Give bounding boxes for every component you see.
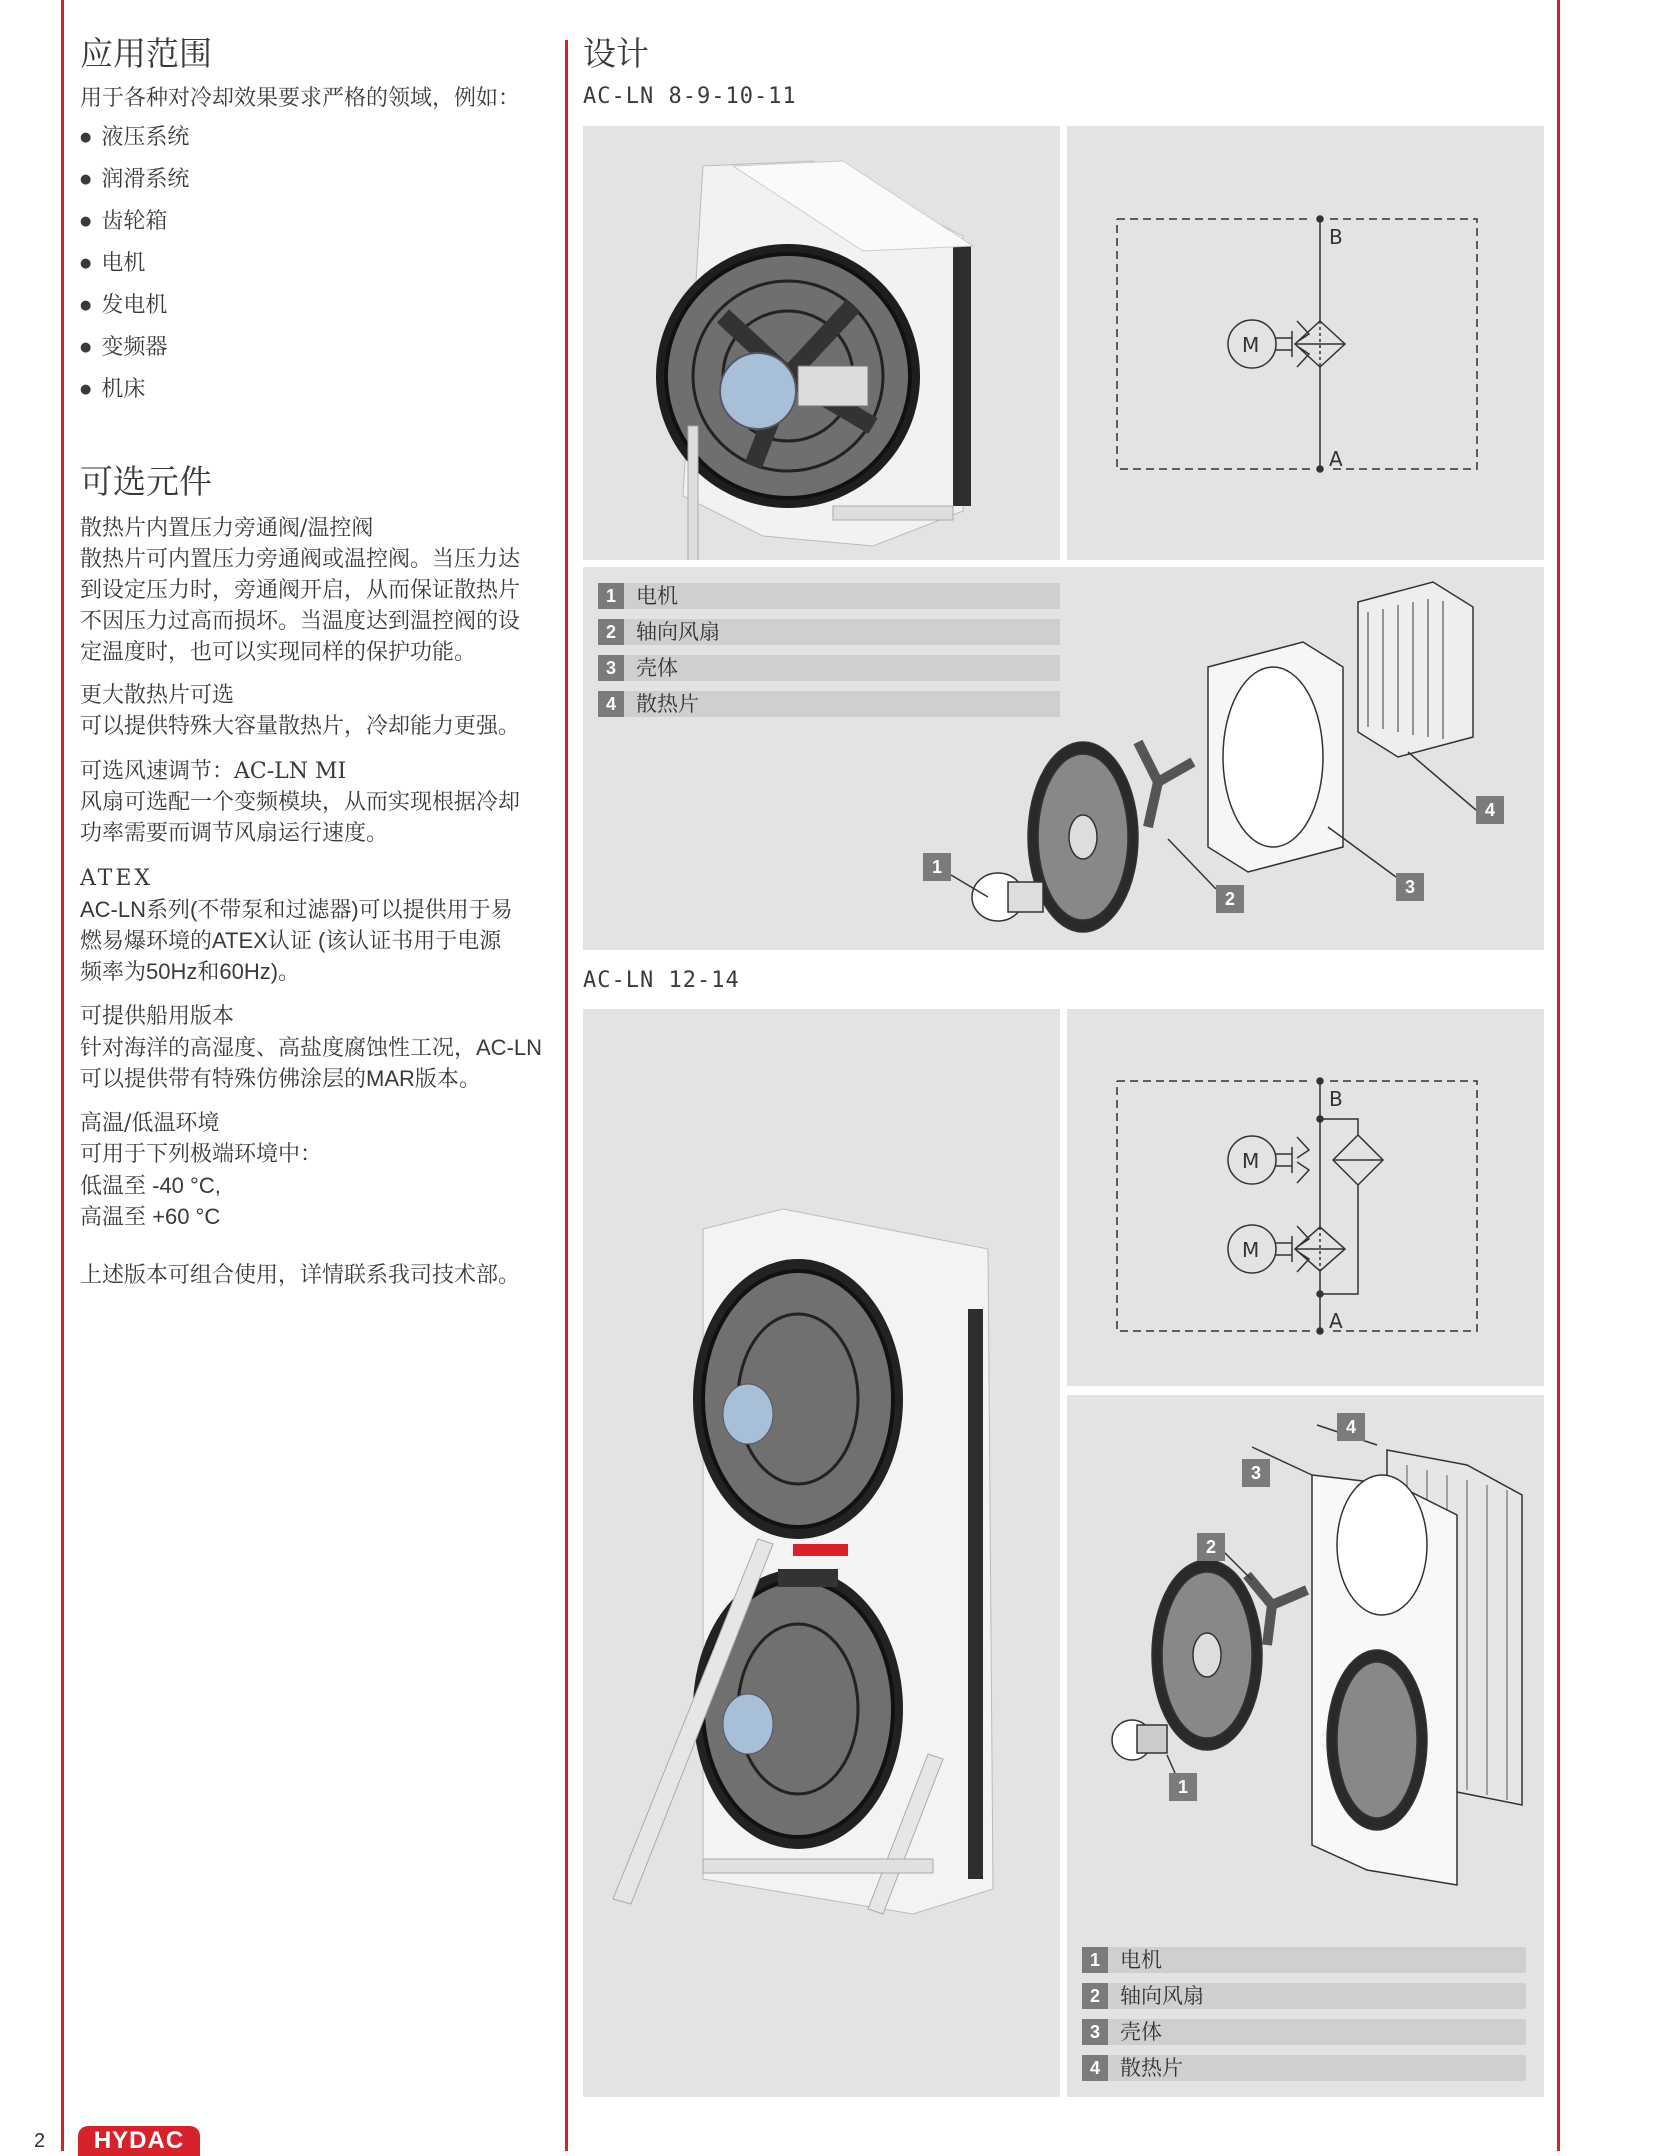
- exploded-diagram-2: [1067, 1395, 1544, 1935]
- list-item: ● 液压系统: [80, 118, 555, 160]
- legend-row: [1082, 1947, 1526, 1973]
- callout-1: 1: [923, 853, 951, 881]
- marine-line: 可以提供带有特殊仿佛涂层的MAR版本。: [80, 1066, 481, 1091]
- temp-title: 高温/低温环境: [80, 1111, 220, 1136]
- marine-title: 可提供船用版本: [80, 1004, 235, 1029]
- middle-red-rule: [565, 40, 568, 2151]
- application-list: [80, 118, 555, 412]
- callout-2: 2: [1197, 1533, 1225, 1561]
- list-item: ● 变频器: [80, 328, 555, 370]
- callout-4: 4: [1476, 796, 1504, 824]
- legend-number: 4: [598, 691, 624, 717]
- legend-label: 轴向风扇: [636, 620, 720, 644]
- legend-label: 散热片: [636, 692, 699, 716]
- legend-row: [1082, 1983, 1526, 2009]
- bypass-line: 到设定压力时，旁通阀开启，从而保证散热片: [80, 578, 521, 603]
- temp-line: 高温至 +60 °C: [80, 1204, 221, 1229]
- legend-number: 4: [1082, 2055, 1108, 2081]
- atex-line: AC-LN系列(不带泵和过滤器)可以提供用于易: [80, 897, 513, 922]
- legend-label: 电机: [1120, 1948, 1162, 1972]
- left-red-rule: [61, 0, 64, 2151]
- port-a-label: A: [1329, 447, 1343, 471]
- model-heading-2: AC-LN 12-14: [583, 968, 740, 993]
- list-item: ● 润滑系统: [80, 160, 555, 202]
- list-item: ● 机床: [80, 370, 555, 412]
- callout-2: 2: [1216, 885, 1244, 913]
- atex-line: 频率为50Hz和60Hz)。: [80, 959, 301, 984]
- motor-label: M: [1242, 1238, 1260, 1262]
- atex-title: ATEX: [80, 866, 154, 891]
- port-a-label: A: [1329, 1309, 1343, 1333]
- list-item: ● 发电机: [80, 286, 555, 328]
- model-heading-1: AC-LN 8-9-10-11: [583, 84, 797, 109]
- callout-1: 1: [1169, 1773, 1197, 1801]
- hydraulic-schematic-2: [1067, 1009, 1544, 1386]
- motor-label: M: [1242, 333, 1260, 357]
- legend-label: 电机: [636, 584, 678, 608]
- callout-3: 3: [1242, 1459, 1270, 1487]
- speed-title: 可选风速调节：AC-LN MI: [80, 759, 347, 784]
- list-item: ● 齿轮箱: [80, 202, 555, 244]
- legend-label: 轴向风扇: [1120, 1984, 1204, 2008]
- legend-number: 1: [1082, 1947, 1108, 1973]
- legend-label: 散热片: [1120, 2056, 1183, 2080]
- photo-panel-1: [583, 126, 1060, 560]
- bypass-line: 不因压力过高而损坏。当温度达到温控阀的设: [80, 609, 521, 634]
- legend-label: 壳体: [1120, 2020, 1162, 2044]
- port-b-label: B: [1329, 1087, 1343, 1111]
- legend-label: 壳体: [636, 656, 678, 680]
- bypass-title: 散热片内置压力旁通阀/温控阀: [80, 516, 374, 541]
- design-title: 设计: [583, 34, 649, 73]
- temp-line: 可用于下列极端环境中：: [80, 1142, 323, 1167]
- photo-panel-2: [583, 1009, 1060, 2097]
- bypass-line: 散热片可内置压力旁通阀或温控阀。当压力达: [80, 547, 521, 572]
- cooler-photo-2: [583, 1009, 1060, 2097]
- list-item: ● 电机: [80, 244, 555, 286]
- legend-row: [1082, 2019, 1526, 2045]
- exploded-panel-1: [583, 567, 1544, 950]
- motor-label: M: [1242, 1149, 1260, 1173]
- cooler-photo-1: [583, 126, 1060, 560]
- legend-number: 2: [598, 619, 624, 645]
- port-b-label: B: [1329, 225, 1343, 249]
- atex-line: 燃易爆环境的ATEX认证 (该认证书用于电源: [80, 928, 502, 953]
- right-red-rule: [1557, 0, 1560, 2151]
- legend-number: 2: [1082, 1983, 1108, 2009]
- page-number: 2: [34, 2130, 46, 2152]
- exploded-panel-2: [1067, 1395, 1544, 2097]
- closing-note: 上述版本可组合使用，详情联系我司技术部。: [80, 1263, 521, 1288]
- larger-title: 更大散热片可选: [80, 683, 235, 708]
- speed-line: 功率需要而调节风扇运行速度。: [80, 821, 389, 846]
- hydac-logo: HYDAC: [78, 2126, 200, 2156]
- hydraulic-schematic-1: [1067, 126, 1544, 560]
- schematic-panel-2: [1067, 1009, 1544, 1386]
- larger-text: 可以提供特殊大容量散热片，冷却能力更强。: [80, 714, 521, 739]
- bypass-line: 定温度时，也可以实现同样的保护功能。: [80, 640, 477, 665]
- marine-line: 针对海洋的高湿度、高盐度腐蚀性工况，AC-LN: [80, 1035, 543, 1060]
- callout-4: 4: [1337, 1413, 1365, 1441]
- temp-line: 低温至 -40 °C,: [80, 1173, 221, 1198]
- application-intro: 用于各种对冷却效果要求严格的领域，例如：: [80, 86, 521, 111]
- legend-number: 1: [598, 583, 624, 609]
- speed-line: 风扇可选配一个变频模块，从而实现根据冷却: [80, 790, 521, 815]
- legend-number: 3: [1082, 2019, 1108, 2045]
- callout-3: 3: [1396, 873, 1424, 901]
- legend-number: 3: [598, 655, 624, 681]
- application-title: 应用范围: [80, 34, 212, 73]
- legend-row: [1082, 2055, 1526, 2081]
- schematic-panel-1: [1067, 126, 1544, 560]
- options-title: 可选元件: [80, 462, 212, 501]
- left-column: [80, 28, 555, 1291]
